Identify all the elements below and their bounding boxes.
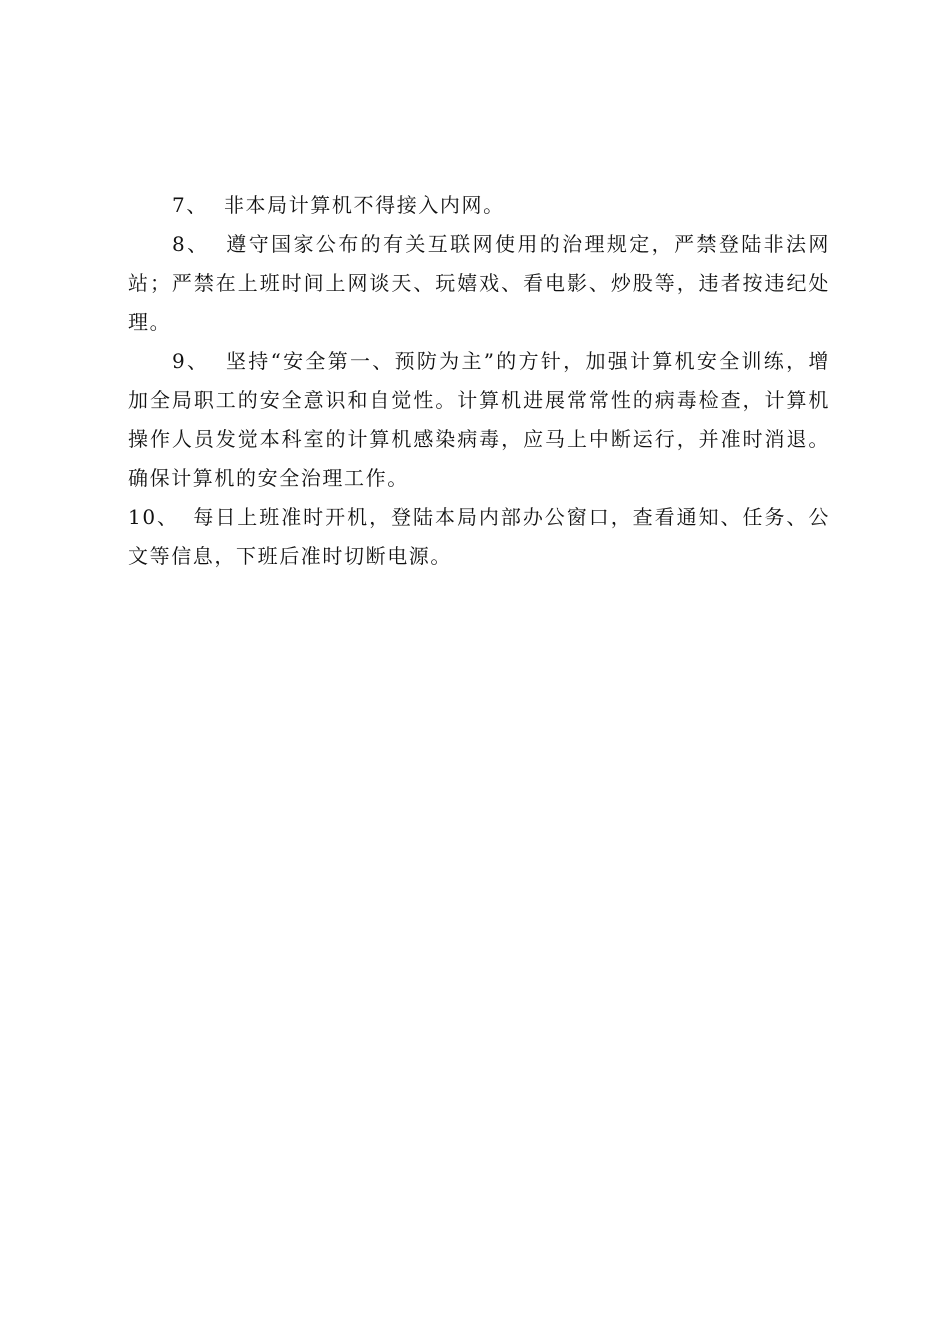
item-number: 10、 [128,505,179,529]
document-body [128,186,830,576]
item-text: 每日上班准时开机，登陆本局内部办公窗口，查看通知、任务、公文等信息，下班后准时切断电源。 [128,505,830,568]
list-item [128,342,830,498]
item-text: 坚持“安全第一、预防为主”的方针，加强计算机安全训练，增加全局职工的安全意识和自觉性。计算机进展常常性的病毒检查，计算机操作人员发觉本科室的计算机感染病毒，应马上中断运行，并准时消退。确保计算机的安全治理工作。 [128,349,830,490]
item-number: 7、 [172,193,208,217]
item-text: 非本局计算机不得接入内网。 [223,193,505,217]
list-item [128,498,830,576]
list-item [128,225,830,342]
item-number: 9、 [172,349,210,373]
item-text: 遵守国家公布的有关互联网使用的治理规定，严禁登陆非法网站；严禁在上班时间上网谈天、玩嬉戏、看电影、炒股等，违者按违纪处理。 [128,232,830,334]
list-item [128,186,830,225]
item-number: 8、 [172,232,210,256]
